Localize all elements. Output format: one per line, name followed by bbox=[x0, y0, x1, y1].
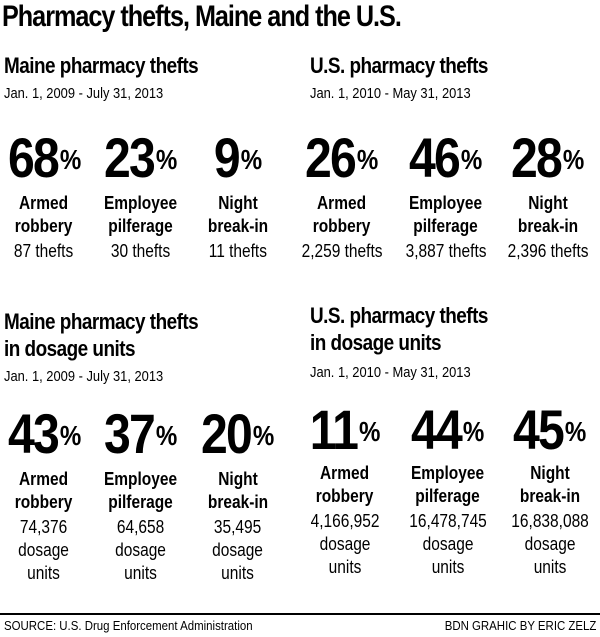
count-value: 35,495 dosage units bbox=[212, 517, 264, 583]
stat-armed-robbery bbox=[2, 402, 86, 585]
date-range: Jan. 1, 2009 - July 31, 2013 bbox=[4, 368, 164, 385]
count-value: 11 thefts bbox=[208, 241, 268, 261]
footer-divider bbox=[0, 613, 600, 615]
date-range: Jan. 1, 2010 - May 31, 2013 bbox=[310, 85, 471, 102]
date-range: Jan. 1, 2010 - May 31, 2013 bbox=[310, 364, 471, 381]
percent-value: 37% bbox=[104, 402, 178, 465]
category-label: Armed robbery bbox=[316, 463, 374, 506]
stat-employee-pilferage bbox=[86, 402, 196, 585]
count-value: 74,376 dosage units bbox=[18, 517, 70, 583]
percent-value: 43% bbox=[7, 402, 82, 465]
graphic-credit: BDN GRAHIC BY ERIC ZELZ bbox=[444, 618, 596, 633]
category-label: Employee pilferage bbox=[409, 193, 483, 236]
percent-value: 23% bbox=[104, 126, 178, 189]
panel-heading: U.S. pharmacy thefts in dosage units bbox=[310, 303, 488, 355]
category-label: Armed robbery bbox=[15, 193, 73, 236]
count-value: 2,259 thefts bbox=[301, 241, 383, 261]
category-label: Night break-in bbox=[517, 193, 579, 236]
stat-armed-robbery bbox=[2, 126, 86, 263]
stat-night-break-in bbox=[500, 398, 600, 579]
category-label: Employee pilferage bbox=[411, 463, 485, 506]
stat-employee-pilferage bbox=[86, 126, 196, 263]
source-note: SOURCE: U.S. Drug Enforcement Administration bbox=[4, 618, 253, 633]
count-value: 16,838,088 dosage units bbox=[511, 511, 589, 577]
category-label: Armed robbery bbox=[313, 193, 371, 236]
count-value: 16,478,745 dosage units bbox=[409, 511, 487, 577]
count-value: 3,887 thefts bbox=[405, 241, 487, 261]
percent-value: 28% bbox=[511, 126, 585, 189]
stat-armed-robbery bbox=[300, 398, 390, 579]
stat-night-break-in bbox=[196, 126, 280, 263]
percent-value: 20% bbox=[201, 402, 275, 465]
us-thefts-panel bbox=[301, 52, 600, 282]
count-value: 64,658 dosage units bbox=[115, 517, 167, 583]
panel-heading: U.S. pharmacy thefts bbox=[310, 53, 488, 78]
percent-value: 9% bbox=[213, 126, 263, 189]
count-value: 30 thefts bbox=[111, 241, 171, 261]
date-range: Jan. 1, 2009 - July 31, 2013 bbox=[4, 85, 164, 102]
panel-heading: Maine pharmacy thefts bbox=[4, 53, 199, 78]
percent-value: 11% bbox=[309, 398, 381, 461]
stat-armed-robbery bbox=[292, 126, 392, 263]
percent-value: 68% bbox=[7, 126, 82, 189]
panel-heading: Maine pharmacy thefts in dosage units bbox=[4, 309, 199, 361]
count-value: 4,166,952 dosage units bbox=[310, 511, 380, 577]
category-label: Armed robbery bbox=[15, 469, 73, 512]
category-label: Night break-in bbox=[207, 469, 269, 512]
category-label: Employee pilferage bbox=[104, 469, 178, 512]
count-value: 87 thefts bbox=[14, 241, 74, 261]
maine-dosage-panel bbox=[4, 308, 304, 608]
category-label: Employee pilferage bbox=[104, 193, 178, 236]
count-value: 2,396 thefts bbox=[507, 241, 589, 261]
stat-night-break-in bbox=[498, 126, 598, 263]
percent-value: 46% bbox=[409, 126, 483, 189]
percent-value: 26% bbox=[305, 126, 379, 189]
stat-employee-pilferage bbox=[396, 398, 500, 579]
category-label: Night break-in bbox=[207, 193, 269, 236]
category-label: Night break-in bbox=[519, 463, 581, 506]
us-dosage-panel bbox=[310, 302, 600, 608]
percent-value: 45% bbox=[513, 398, 587, 461]
percent-value: 44% bbox=[411, 398, 485, 461]
page-title: Pharmacy thefts, Maine and the U.S. bbox=[2, 0, 401, 33]
stat-night-break-in bbox=[192, 402, 284, 585]
stat-employee-pilferage bbox=[394, 126, 498, 263]
maine-thefts-panel bbox=[4, 52, 304, 282]
